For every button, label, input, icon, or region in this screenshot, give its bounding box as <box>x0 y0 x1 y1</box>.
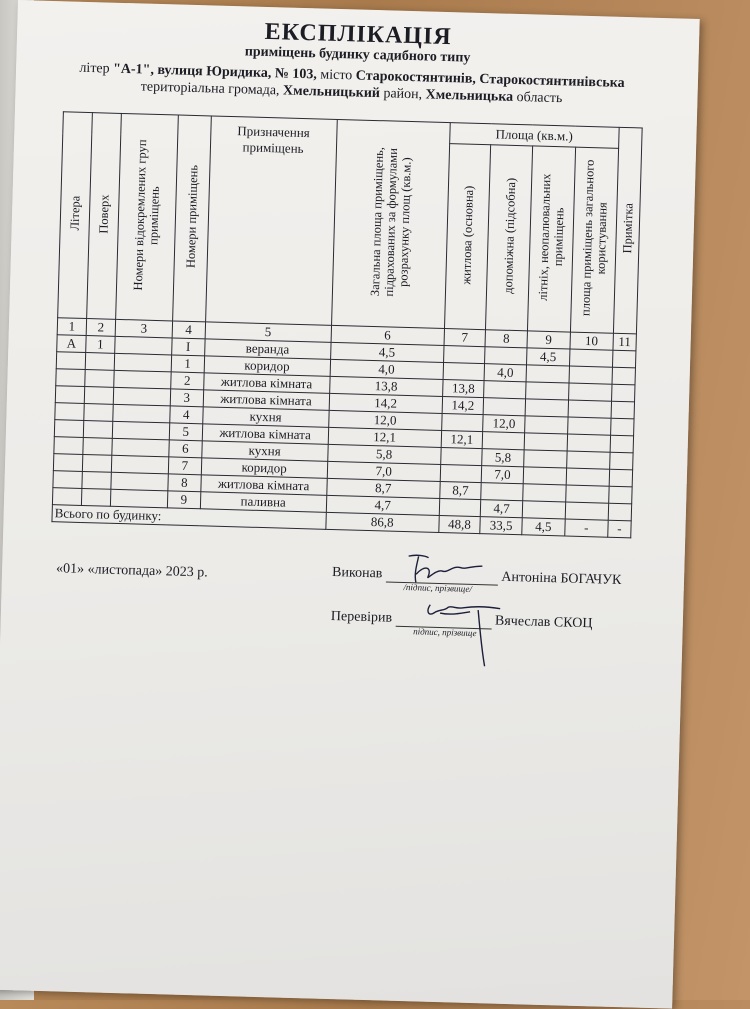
cell-common <box>565 502 608 520</box>
cell-litera <box>54 437 83 455</box>
cell-name: житлова кімната <box>202 424 329 445</box>
checked-by <box>330 608 593 639</box>
cell-total: 4,0 <box>330 359 443 379</box>
cell-group <box>115 336 172 355</box>
cell-note <box>612 367 636 385</box>
cell-litera: А <box>57 335 86 353</box>
cell-note <box>611 401 635 419</box>
signature-skots-icon <box>398 600 510 673</box>
cell-summer <box>525 399 568 417</box>
cell-num: 4 <box>170 406 203 424</box>
cell-total: 12,1 <box>328 427 441 447</box>
header-aux: допоміжна (підсобна) <box>486 145 533 331</box>
cell-group <box>111 472 168 491</box>
cell-total: 12,0 <box>328 410 441 430</box>
cell-living <box>440 464 482 482</box>
header-area: Площа (кв.м.) <box>449 123 619 149</box>
document-title: ЕКСПЛІКАЦІЯ <box>264 18 453 51</box>
addr-part: район, <box>379 86 426 103</box>
cell-summer: 4,5 <box>526 348 569 366</box>
header-floor: Поверх <box>87 113 122 320</box>
totals-note: - <box>608 520 632 538</box>
cell-litera <box>53 471 82 489</box>
cell-name: кухня <box>202 407 329 428</box>
totals-living: 48,8 <box>439 515 481 533</box>
cell-num: 1 <box>171 355 204 373</box>
header-rooms: Номери приміщень <box>173 115 211 322</box>
cell-floor <box>84 404 113 422</box>
cell-summer <box>526 365 569 383</box>
cell-living <box>443 363 485 381</box>
cell-aux: 4,0 <box>484 364 526 382</box>
col-num: 6 <box>331 325 444 345</box>
cell-floor <box>85 370 114 388</box>
cell-note <box>609 469 633 487</box>
signature-bogachuk-icon <box>394 552 495 589</box>
header-common: площа приміщень загального користування <box>570 147 618 333</box>
cell-num: 8 <box>168 474 201 492</box>
cell-living: 12,1 <box>441 430 483 448</box>
cell-common <box>569 349 612 367</box>
cell-floor: 1 <box>86 336 115 354</box>
cell-num: 3 <box>170 389 203 407</box>
cell-total: 5,8 <box>327 444 440 464</box>
cell-living <box>441 413 483 431</box>
col-num: 1 <box>57 318 86 336</box>
cell-living <box>443 346 485 364</box>
signature-line <box>386 567 498 594</box>
cell-name: кухня <box>201 441 328 462</box>
cell-living: 14,2 <box>442 397 484 415</box>
cell-summer <box>522 501 565 519</box>
col-num: 11 <box>613 333 637 351</box>
cell-litera <box>54 420 83 438</box>
cell-common <box>567 451 610 469</box>
cell-summer <box>525 382 568 400</box>
cell-aux: 5,8 <box>482 449 524 467</box>
cell-common <box>568 383 611 401</box>
cell-group <box>110 489 167 508</box>
cell-name: житлова кімната <box>203 390 330 411</box>
totals-aux: 33,5 <box>480 517 522 535</box>
addr-part: місто <box>316 67 356 84</box>
cell-aux <box>485 347 527 365</box>
document-date: «01» «листопада» 2023 р. <box>55 561 208 581</box>
addr-part: літер <box>79 60 114 77</box>
cell-name: паливна <box>200 492 327 513</box>
cell-group <box>113 404 170 423</box>
cell-floor <box>83 437 112 455</box>
cell-litera <box>55 386 84 404</box>
addr-part-bold: "А-1", вулиця Юридика, № 103, <box>112 61 318 83</box>
cell-num: І <box>172 338 205 356</box>
cell-floor <box>82 471 111 489</box>
cell-note <box>609 486 633 504</box>
col-num: 7 <box>444 329 486 347</box>
cell-common <box>568 400 611 418</box>
cell-note <box>610 418 634 436</box>
addr-part: територіальна громада, <box>140 79 284 99</box>
totals-total: 86,8 <box>326 512 439 532</box>
addr-part-bold: Старокостянтинів, Старокостянтинівська <box>355 68 625 91</box>
cell-common <box>566 468 609 486</box>
cell-floor <box>85 353 114 371</box>
cell-note <box>612 350 636 368</box>
col-num: 10 <box>570 332 613 350</box>
header-purpose: Призначення приміщень <box>205 116 337 325</box>
header-row <box>63 112 642 149</box>
signature-caption: /підпис, прізвище/ <box>403 581 473 594</box>
cell-group <box>111 455 168 474</box>
cell-total: 13,8 <box>329 376 442 396</box>
cell-litera <box>56 352 85 370</box>
cell-litera <box>53 454 82 472</box>
cell-name: веранда <box>204 339 331 360</box>
cell-group <box>113 387 170 406</box>
addr-part-bold: Хмельницький <box>282 83 381 102</box>
cell-floor <box>84 387 113 405</box>
header-summer: літніх, неопалювальних приміщень <box>527 146 575 332</box>
cell-litera <box>52 488 81 506</box>
cell-aux <box>482 432 524 450</box>
cell-note <box>610 435 634 453</box>
cell-common <box>566 485 609 503</box>
cell-name: коридор <box>204 356 331 377</box>
col-num: 9 <box>527 331 570 349</box>
header-litera: Літера <box>58 112 93 319</box>
cell-num: 7 <box>168 457 201 475</box>
cell-num: 9 <box>167 491 200 509</box>
cell-aux: 7,0 <box>482 466 524 484</box>
cell-floor <box>81 488 110 506</box>
cell-summer <box>524 433 567 451</box>
cell-summer <box>525 416 568 434</box>
cell-total: 8,7 <box>326 478 439 498</box>
col-num: 5 <box>205 322 332 343</box>
header-living: житлова (основна) <box>444 144 491 330</box>
document-subtitle: приміщень будинку садибного типу <box>244 44 471 66</box>
cell-living <box>440 447 482 465</box>
cell-litera <box>56 369 85 387</box>
cell-living <box>439 498 481 516</box>
cell-aux: 12,0 <box>483 415 525 433</box>
cell-floor <box>82 454 111 472</box>
cell-group <box>114 353 171 372</box>
totals-label: Всього по будинку: <box>52 505 326 530</box>
cell-common <box>567 434 610 452</box>
cell-aux <box>481 483 523 501</box>
col-num: 3 <box>115 319 172 338</box>
col-num: 4 <box>172 321 205 339</box>
checked-label: Перевірив <box>330 608 393 626</box>
cell-living: 8,7 <box>439 481 481 499</box>
header-note: Примітка <box>613 127 642 334</box>
cell-common <box>567 417 610 435</box>
header-total-area: Загальна площа приміщень, підрахованих за формулами розрахунку площ (кв.м.) <box>331 119 450 328</box>
cell-aux <box>484 381 526 399</box>
cell-group <box>112 438 169 457</box>
cell-group <box>114 370 171 389</box>
cell-note <box>611 384 635 402</box>
totals-summer: 4,5 <box>522 518 565 536</box>
col-num: 2 <box>86 319 115 337</box>
cell-note <box>608 503 632 521</box>
performed-name: Антоніна БОГАЧУК <box>501 569 622 589</box>
cell-name: житлова кімната <box>200 475 327 496</box>
performed-by <box>331 564 622 594</box>
explication-table <box>51 111 642 538</box>
cell-group <box>112 421 169 440</box>
cell-floor <box>83 420 112 438</box>
performed-label: Виконав <box>331 564 383 582</box>
cell-total: 4,5 <box>330 342 443 362</box>
cell-name: коридор <box>201 458 328 479</box>
checked-name: Вячеслав СКОЦ <box>494 613 593 632</box>
totals-common: - <box>565 519 608 537</box>
cell-summer <box>523 467 566 485</box>
cell-num: 5 <box>169 423 202 441</box>
cell-summer <box>524 450 567 468</box>
cell-aux <box>483 398 525 416</box>
header-groups: Номери відокремлених груп приміщень <box>116 113 179 321</box>
cell-living: 13,8 <box>442 380 484 398</box>
cell-common <box>569 366 612 384</box>
signature-caption: підпис, прізвище <box>413 626 477 639</box>
cell-num: 2 <box>171 372 204 390</box>
cell-aux: 4,7 <box>481 500 523 518</box>
col-num: 8 <box>485 330 527 348</box>
addr-part: область <box>512 89 563 107</box>
signature-line <box>395 612 491 639</box>
cell-num: 6 <box>169 440 202 458</box>
cell-total: 4,7 <box>326 495 439 515</box>
cell-name: житлова кімната <box>203 373 330 394</box>
cell-note <box>609 452 633 470</box>
addr-part-bold: Хмельницька <box>425 87 514 105</box>
cell-litera <box>55 403 84 421</box>
cell-total: 14,2 <box>329 393 442 413</box>
cell-total: 7,0 <box>327 461 440 481</box>
cell-summer <box>523 484 566 502</box>
